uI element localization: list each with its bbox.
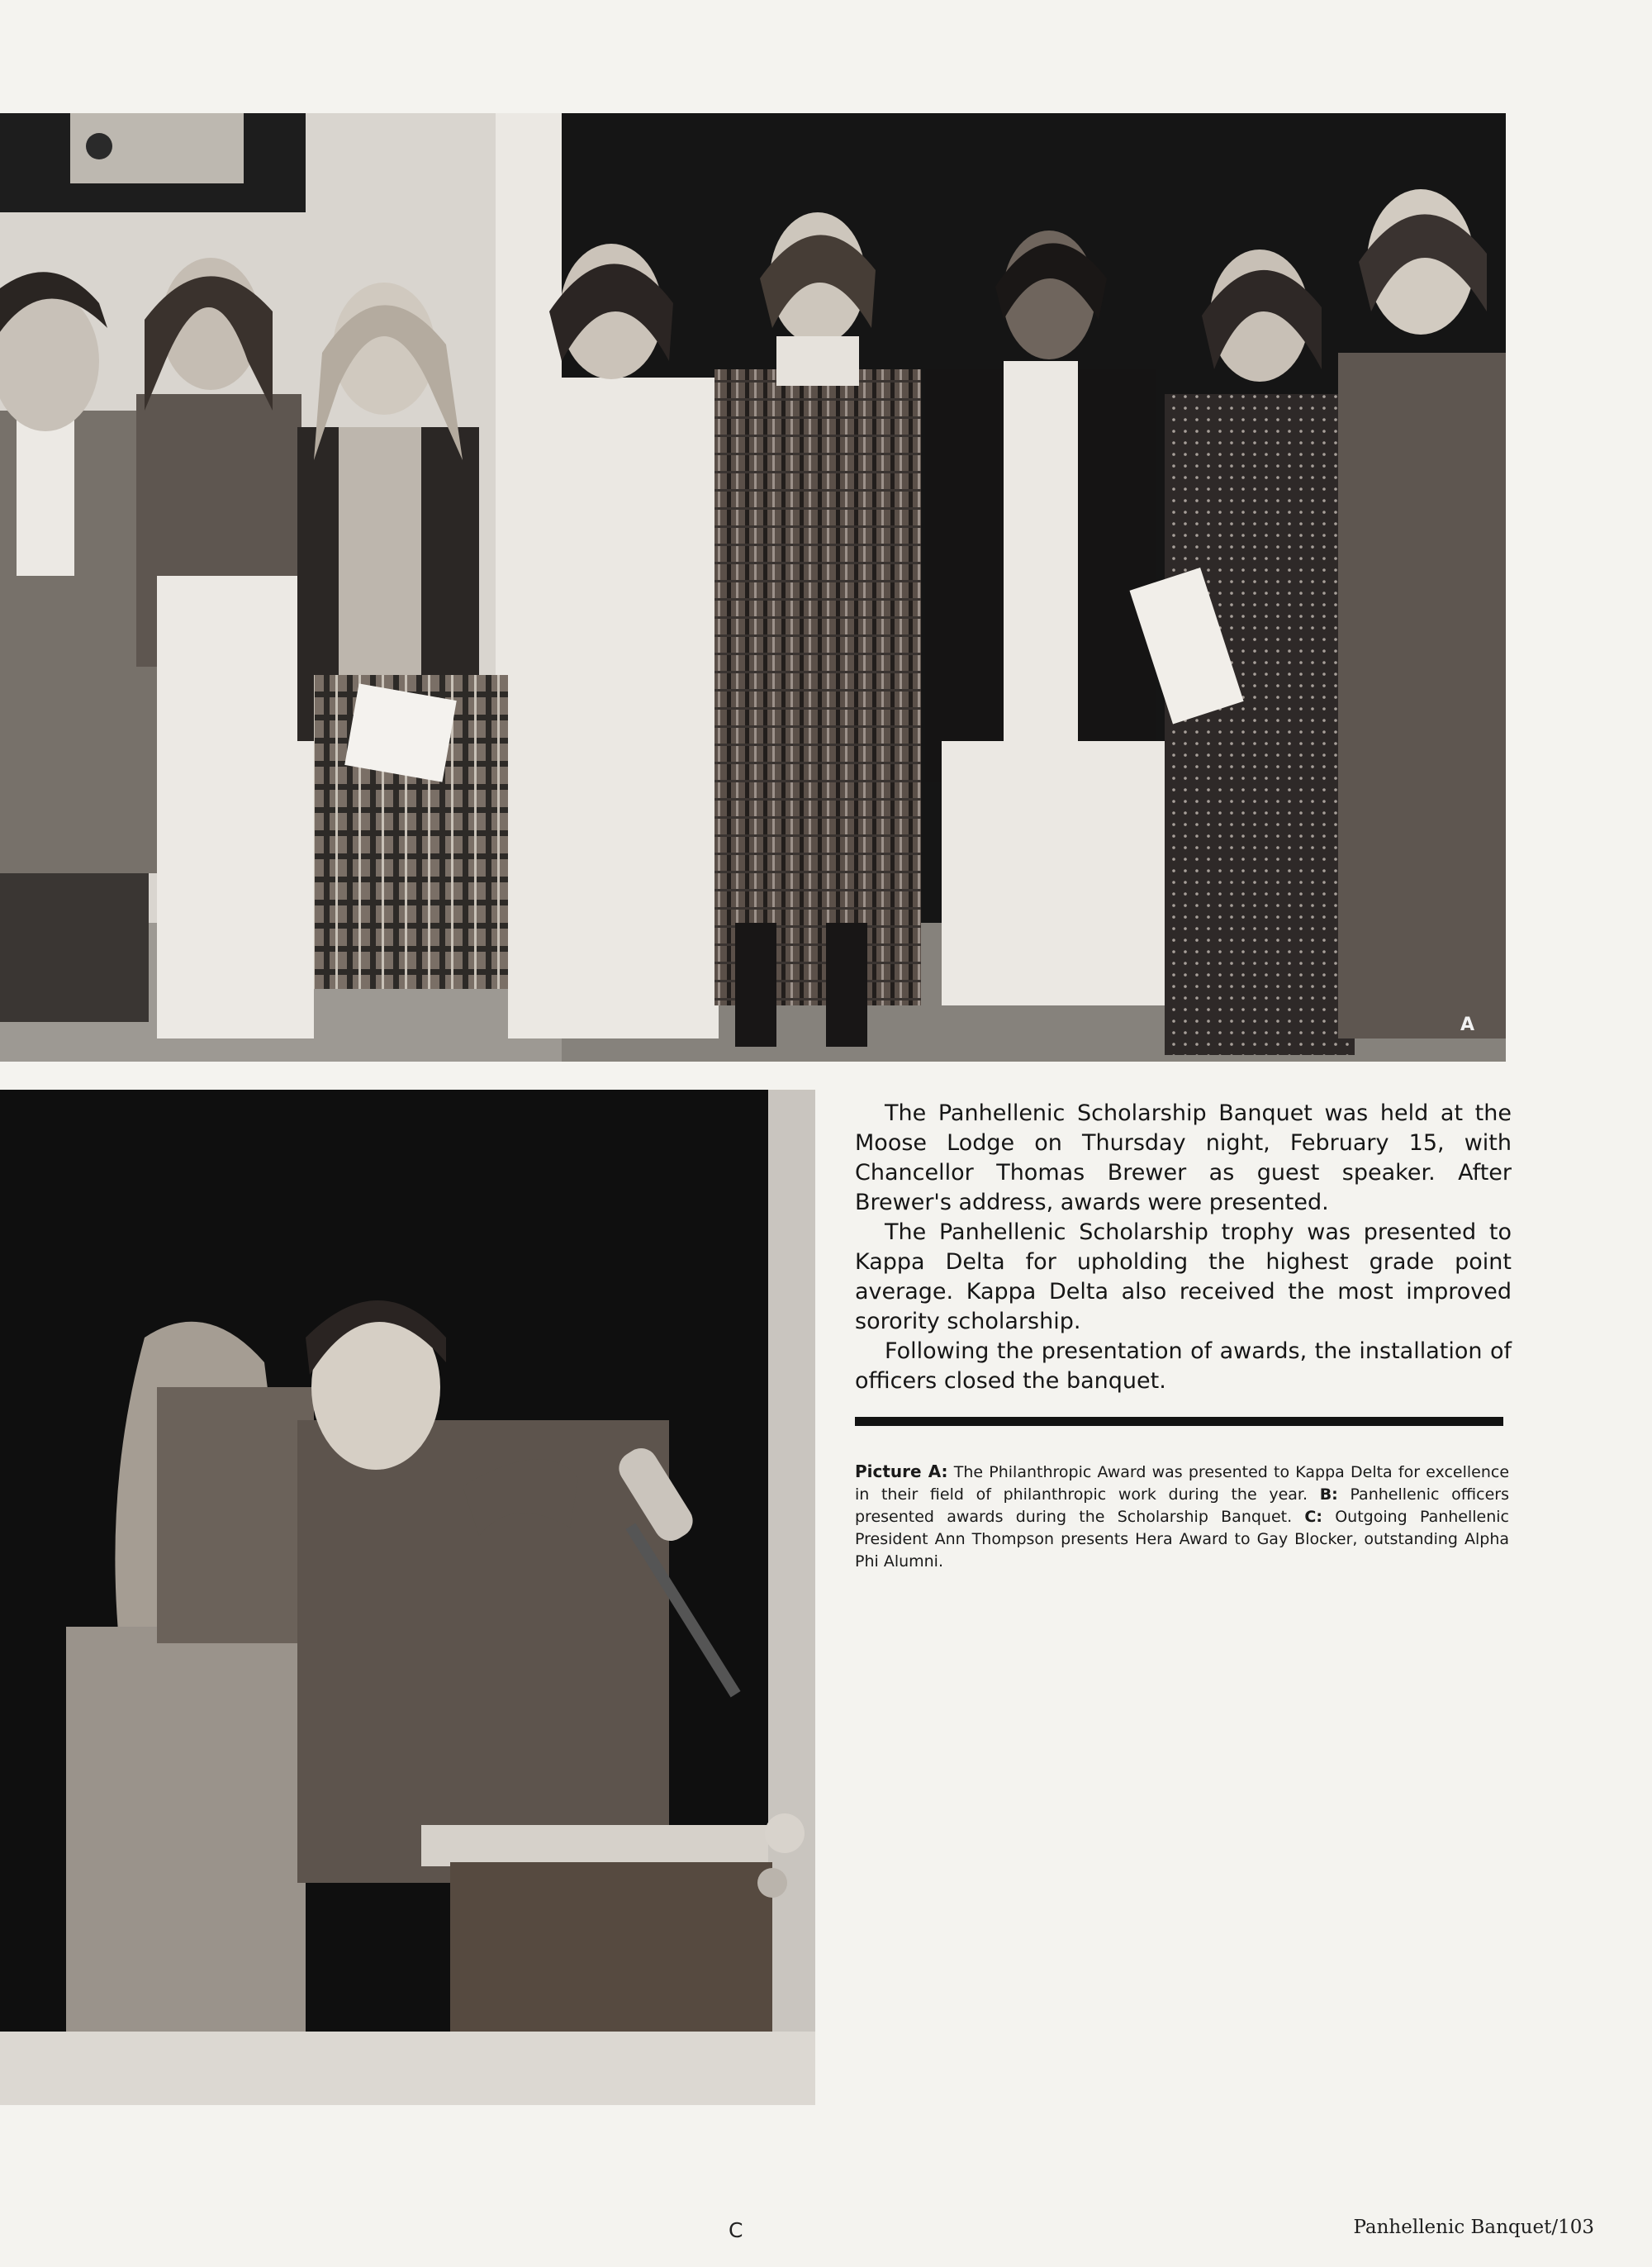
article-paragraph-3: Following the presentation of awards, the installation of officers closed the banquet. xyxy=(855,1338,1512,1394)
caption-label-c: C: xyxy=(1304,1508,1322,1526)
photo-c-illustration xyxy=(0,1090,815,2105)
article-body xyxy=(855,1099,1512,1396)
caption-text-a: The Philanthropic Award was presented to Kappa Delta for excellence in their field of philanthropic work during the year. xyxy=(855,1463,1510,1504)
photo-a-illustration xyxy=(0,113,1506,1062)
caption-text-b: Panhellenic officers presented awards during the Scholarship Banquet. xyxy=(855,1485,1509,1526)
article-paragraph-1: The Panhellenic Scholarship Banquet was held at the Moose Lodge on Thursday night, February 15, with Chancellor Thomas Brewer as guest speaker. After Brewer's address, awards were presented. xyxy=(855,1100,1512,1215)
photo-a-group-portrait xyxy=(0,113,1506,1062)
horizontal-rule xyxy=(855,1417,1503,1426)
photo-c-award-presentation xyxy=(0,1090,815,2105)
article-paragraph-2: The Panhellenic Scholarship trophy was presented to Kappa Delta for upholding the highest grade point average. Kappa Delta also received the most improved sorority scholarship. xyxy=(855,1219,1512,1334)
photo-a-letter: A xyxy=(1460,1015,1474,1035)
caption-text-c: Outgoing Panhellenic President Ann Thompson presents Hera Award to Gay Blocker, outstanding Alpha Phi Alumni. xyxy=(855,1508,1509,1571)
caption-lead-a: Picture A: xyxy=(855,1461,948,1481)
photo-caption xyxy=(855,1461,1509,1573)
page-folio: Panhellenic Banquet/103 xyxy=(1353,2217,1594,2238)
photo-c-letter: C xyxy=(729,2218,743,2242)
caption-label-b: B: xyxy=(1319,1485,1338,1504)
